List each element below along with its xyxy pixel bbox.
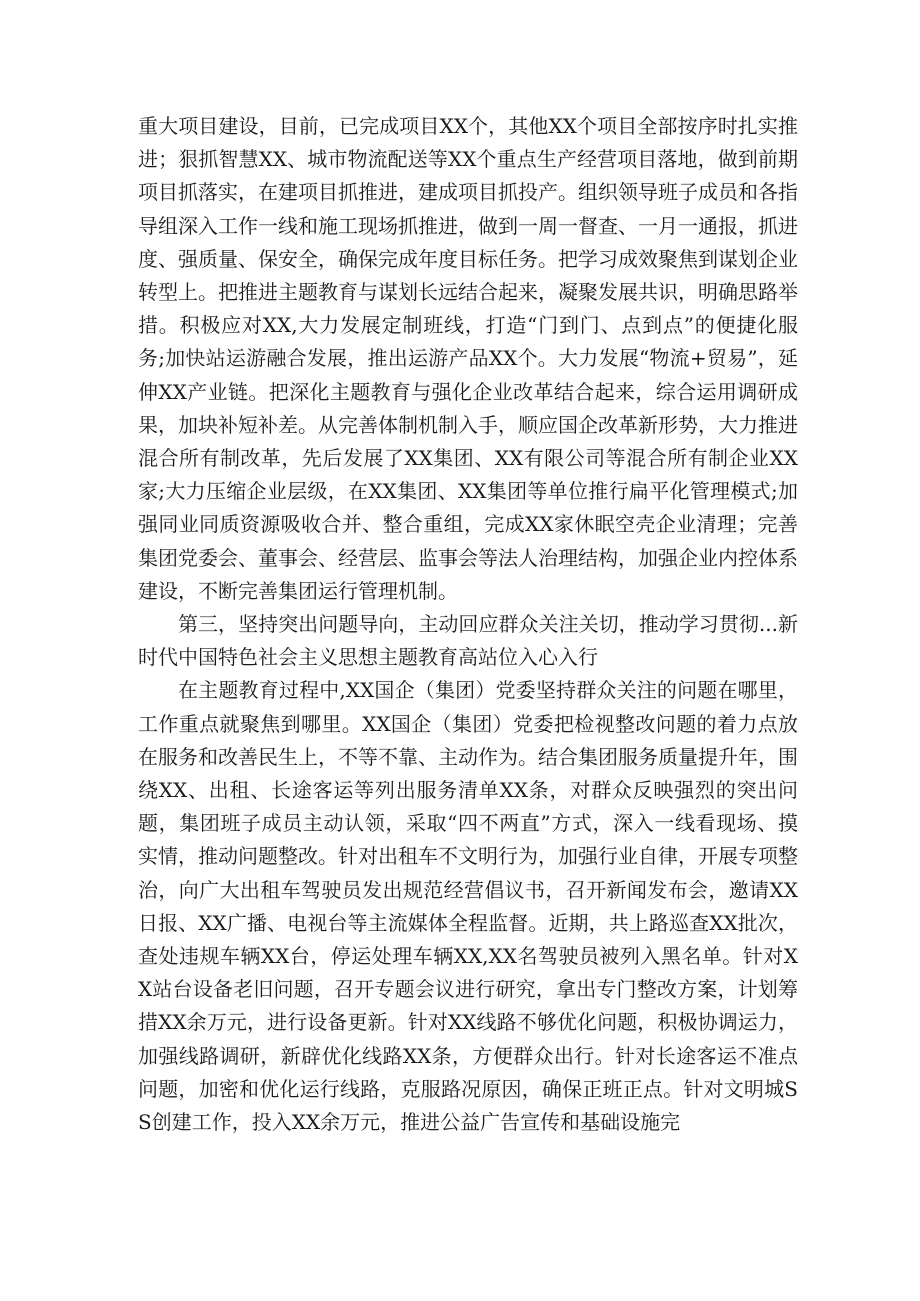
body-paragraph-continued: 重大项目建设，目前，已完成项目XX个，其他XX个项目全部按序时扎实推进；狠抓智慧XX、城市物流配送等XX个重点生产经营项目落地，做到前期项目抓落实，在建项目抓推进，建成项目抓投产。组织领导班子成员和各指导组深入工作一线和施工现场抓推进，做到一周一督查、一月一通报，抓进度、强质量、保安全，确保完成年度目标任务。把学习成效聚焦到谋划企业转型上。把推进主题教育与谋划长远结合起来，凝聚发展共识，明确思路举措。积极应对XX,大力发展定制班线，打造“门到门、点到点”的便捷化服务;加快站运游融合发展，推出运游产品XX个。大力发展“物流+贸易”，延伸XX产业链。把深化主题教育与强化企业改革结合起来，综合运用调研成果，加块补短补差。从完善体制机制入手，顺应国企改革新形势，大力推进混合所有制改革，先后发展了XX集团、XX有限公司等混合所有制企业XX家;大力压缩企业层级，在XX集团、XX集团等单位推行扁平化管理模式;加强同业同质资源吸收合并、整合重组，完成XX家休眠空壳企业清理；完善集团党委会、董事会、经营层、监事会等法人治理结构，加强企业内控体系建设，不断完善集团运行管理机制。	[138, 114, 798, 603]
section-heading-third: 第三，坚持突出问题导向，主动回应群众关注关切，推动学习贯彻...新时代中国特色社会主义思想主题教育高站位入心入行	[138, 612, 798, 670]
document-body	[138, 110, 798, 1139]
body-paragraph-third: 在主题教育过程中,XX国企（集团）党委坚持群众关注的问题在哪里，工作重点就聚焦到哪里。XX国企（集团）党委把检视整改问题的着力点放在服务和改善民生上，不等不靠、主动作为。结合集团服务质量提升年，围绕XX、出租、长途客运等列出服务清单XX条，对群众反映强烈的突出问题，集团班子成员主动认领，采取“四不两直”方式，深入一线看现场、摸实情，推动问题整改。针对出租车不文明行为，加强行业自律，开展专项整治，向广大出租车驾驶员发出规范经营倡议书，召开新闻发布会，邀请XX日报、XX广播、电视台等主流媒体全程监督。近期，共上路巡查XX批次，查处违规车辆XX台，停运处理车辆XX,XX名驾驶员被列入黑名单。针对XX站台设备老旧问题，召开专题会议进行研究，拿出专门整改方案，计划筹措XX余万元，进行设备更新。针对XX线路不够优化问题，积极协调运力，加强线路调研，新辟优化线路XX条，方便群众出行。针对长途客运不准点问题，加密和优化运行线路，克服路况原因，确保正班正点。针对文明城SS创建工作，投入XX余万元，推进公益广告宣传和基础设施完	[138, 678, 798, 1135]
